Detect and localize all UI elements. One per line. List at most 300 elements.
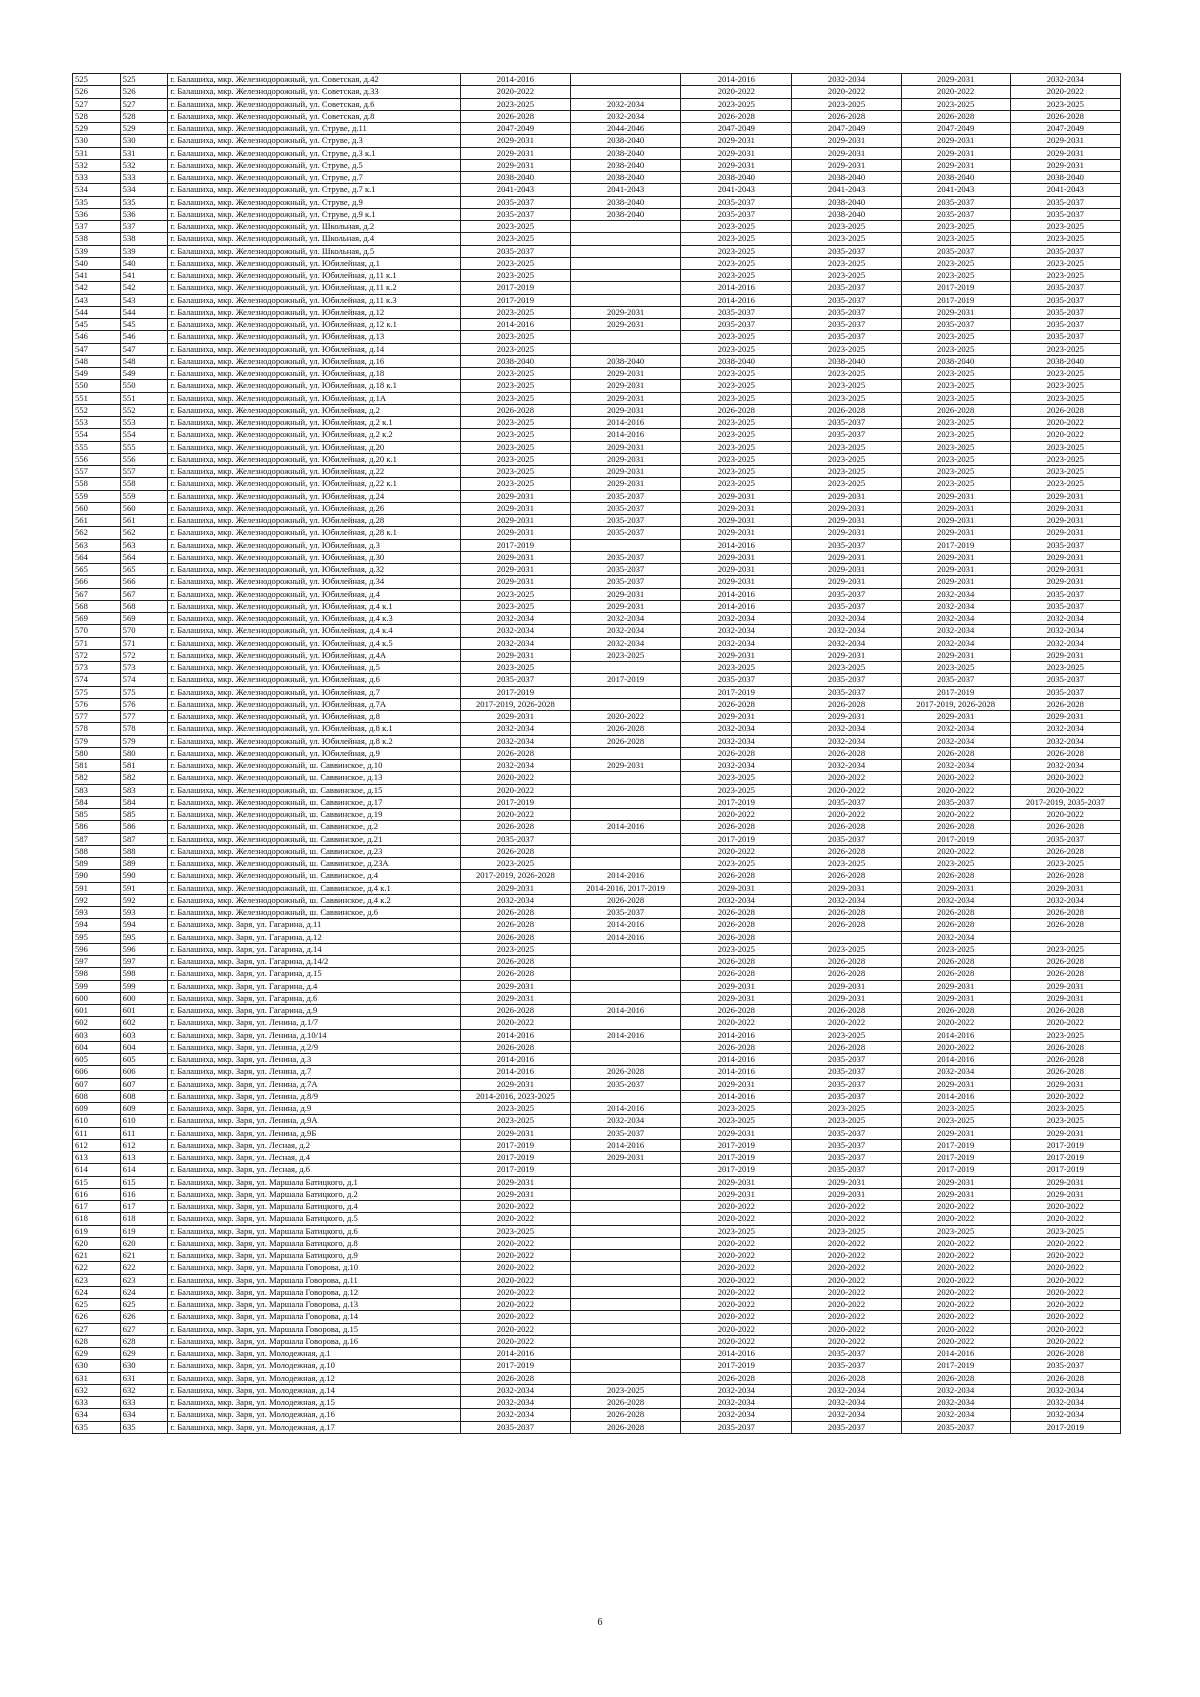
table-row <box>73 172 1121 184</box>
address-cell: г. Балашиха, мкр. Заря, ул. Молодежная, д.1 <box>168 1348 460 1360</box>
address-cell: г. Балашиха, мкр. Железнодорожный, ул. Юбилейная, д.8 к.2 <box>168 735 460 747</box>
period-col-1-cell: 2014-2016 <box>460 1348 570 1360</box>
period-col-4-cell: 2035-2037 <box>792 1054 901 1066</box>
address-id-cell: 604 <box>120 1041 168 1053</box>
period-col-2-cell <box>571 809 681 821</box>
address-id-cell: 569 <box>120 613 168 625</box>
period-col-5-cell: 2029-2031 <box>901 551 1010 563</box>
period-col-1-cell: 2029-2031 <box>460 1176 570 1188</box>
period-col-3-cell: 2023-2025 <box>681 1115 792 1127</box>
period-col-1-cell: 2023-2025 <box>460 453 570 465</box>
table-row <box>73 1397 1121 1409</box>
address-id-cell: 538 <box>120 233 168 245</box>
period-col-5-cell: 2026-2028 <box>901 821 1010 833</box>
period-col-2-cell <box>571 1360 681 1372</box>
period-col-6-cell: 2020-2022 <box>1010 1213 1120 1225</box>
address-id-cell: 573 <box>120 662 168 674</box>
table-row <box>73 490 1121 502</box>
period-col-4-cell: 2023-2025 <box>792 1103 901 1115</box>
table-row <box>73 1311 1121 1323</box>
row-number-cell: 615 <box>73 1176 121 1188</box>
address-id-cell: 574 <box>120 674 168 686</box>
period-col-3-cell: 2023-2025 <box>681 662 792 674</box>
period-col-1-cell: 2017-2019 <box>460 796 570 808</box>
period-col-5-cell: 2032-2034 <box>901 760 1010 772</box>
period-col-5-cell: 2032-2034 <box>901 613 1010 625</box>
row-number-cell: 546 <box>73 331 121 343</box>
row-number-cell: 588 <box>73 845 121 857</box>
period-col-3-cell: 2029-2031 <box>681 490 792 502</box>
period-col-3-cell: 2029-2031 <box>681 551 792 563</box>
row-number-cell: 554 <box>73 429 121 441</box>
table-row <box>73 453 1121 465</box>
period-col-5-cell: 2020-2022 <box>901 845 1010 857</box>
period-col-4-cell: 2026-2028 <box>792 968 901 980</box>
period-col-5-cell: 2029-2031 <box>901 502 1010 514</box>
period-col-3-cell: 2032-2034 <box>681 894 792 906</box>
row-number-cell: 563 <box>73 539 121 551</box>
period-col-3-cell: 2020-2022 <box>681 1213 792 1225</box>
period-col-3-cell: 2023-2025 <box>681 257 792 269</box>
period-col-6-cell: 2026-2028 <box>1010 821 1120 833</box>
period-col-1-cell: 2020-2022 <box>460 1262 570 1274</box>
period-col-1-cell: 2032-2034 <box>460 625 570 637</box>
period-col-2-cell: 2038-2040 <box>571 196 681 208</box>
address-id-cell: 540 <box>120 257 168 269</box>
address-cell: г. Балашиха, мкр. Железнодорожный, ул. Советская, д.42 <box>168 74 460 86</box>
period-col-1-cell: 2023-2025 <box>460 233 570 245</box>
address-id-cell: 615 <box>120 1176 168 1188</box>
period-col-2-cell <box>571 74 681 86</box>
period-col-5-cell: 2032-2034 <box>901 735 1010 747</box>
period-col-4-cell: 2020-2022 <box>792 1335 901 1347</box>
address-cell: г. Балашиха, мкр. Заря, ул. Лесная, д.2 <box>168 1139 460 1151</box>
period-col-5-cell: 2026-2028 <box>901 907 1010 919</box>
period-col-2-cell: 2035-2037 <box>571 907 681 919</box>
period-col-2-cell <box>571 1323 681 1335</box>
row-number-cell: 622 <box>73 1262 121 1274</box>
period-col-4-cell: 2029-2031 <box>792 515 901 527</box>
period-col-3-cell: 2029-2031 <box>681 649 792 661</box>
period-col-1-cell: 2023-2025 <box>460 1225 570 1237</box>
address-cell: г. Балашиха, мкр. Железнодорожный, ул. Юбилейная, д.1А <box>168 392 460 404</box>
period-col-4-cell: 2026-2028 <box>792 698 901 710</box>
table-row <box>73 270 1121 282</box>
address-id-cell: 529 <box>120 123 168 135</box>
address-id-cell: 619 <box>120 1225 168 1237</box>
period-col-4-cell: 2020-2022 <box>792 1311 901 1323</box>
table-row <box>73 1078 1121 1090</box>
period-col-6-cell: 2035-2037 <box>1010 833 1120 845</box>
address-id-cell: 602 <box>120 1017 168 1029</box>
period-col-2-cell <box>571 968 681 980</box>
period-col-4-cell: 2023-2025 <box>792 1225 901 1237</box>
period-col-4-cell: 2023-2025 <box>792 858 901 870</box>
period-col-2-cell: 2032-2034 <box>571 110 681 122</box>
period-col-1-cell: 2047-2049 <box>460 123 570 135</box>
address-cell: г. Балашиха, мкр. Заря, ул. Гагарина, д.9 <box>168 1005 460 1017</box>
address-cell: г. Балашиха, мкр. Железнодорожный, ул. Юбилейная, д.4 к.1 <box>168 600 460 612</box>
period-col-6-cell: 2020-2022 <box>1010 1262 1120 1274</box>
period-col-6-cell: 2020-2022 <box>1010 1017 1120 1029</box>
table-row <box>73 894 1121 906</box>
period-col-1-cell: 2023-2025 <box>460 343 570 355</box>
period-col-5-cell: 2047-2049 <box>901 123 1010 135</box>
period-col-3-cell: 2026-2028 <box>681 1372 792 1384</box>
period-col-5-cell: 2032-2034 <box>901 1397 1010 1409</box>
period-col-3-cell: 2017-2019 <box>681 796 792 808</box>
address-id-cell: 593 <box>120 907 168 919</box>
period-col-1-cell: 2029-2031 <box>460 992 570 1004</box>
table-row <box>73 196 1121 208</box>
period-col-6-cell: 2023-2025 <box>1010 662 1120 674</box>
period-col-2-cell: 2035-2037 <box>571 515 681 527</box>
period-col-2-cell <box>571 1213 681 1225</box>
address-id-cell: 530 <box>120 135 168 147</box>
period-col-2-cell <box>571 662 681 674</box>
period-col-6-cell: 2023-2025 <box>1010 343 1120 355</box>
period-col-4-cell: 2023-2025 <box>792 368 901 380</box>
address-id-cell: 558 <box>120 478 168 490</box>
table-row <box>73 1017 1121 1029</box>
period-col-6-cell: 2017-2019, 2035-2037 <box>1010 796 1120 808</box>
period-col-3-cell: 2029-2031 <box>681 1127 792 1139</box>
period-col-2-cell: 2026-2028 <box>571 735 681 747</box>
address-cell: г. Балашиха, мкр. Железнодорожный, ул. Советская, д.6 <box>168 98 460 110</box>
period-col-4-cell: 2035-2037 <box>792 245 901 257</box>
address-cell: г. Балашиха, мкр. Железнодорожный, ш. Саввинское, д.4 <box>168 870 460 882</box>
period-col-2-cell: 2038-2040 <box>571 355 681 367</box>
period-col-4-cell: 2029-2031 <box>792 980 901 992</box>
address-id-cell: 633 <box>120 1397 168 1409</box>
period-col-1-cell: 2023-2025 <box>460 331 570 343</box>
period-col-4-cell <box>792 931 901 943</box>
period-col-2-cell: 2029-2031 <box>571 478 681 490</box>
period-col-6-cell: 2017-2019 <box>1010 1152 1120 1164</box>
period-col-6-cell: 2020-2022 <box>1010 1311 1120 1323</box>
row-number-cell: 592 <box>73 894 121 906</box>
period-col-3-cell: 2020-2022 <box>681 1201 792 1213</box>
row-number-cell: 537 <box>73 221 121 233</box>
period-col-3-cell: 2029-2031 <box>681 159 792 171</box>
address-id-cell: 612 <box>120 1139 168 1151</box>
table-row <box>73 478 1121 490</box>
period-col-1-cell: 2032-2034 <box>460 723 570 735</box>
row-number-cell: 587 <box>73 833 121 845</box>
period-col-4-cell: 2035-2037 <box>792 1360 901 1372</box>
period-col-5-cell: 2029-2031 <box>901 135 1010 147</box>
period-col-6-cell: 2035-2037 <box>1010 196 1120 208</box>
period-col-4-cell: 2029-2031 <box>792 992 901 1004</box>
period-col-5-cell: 2014-2016 <box>901 1348 1010 1360</box>
address-cell: г. Балашиха, мкр. Заря, ул. Ленина, д.3 <box>168 1054 460 1066</box>
period-col-1-cell: 2026-2028 <box>460 821 570 833</box>
period-col-1-cell: 2017-2019 <box>460 282 570 294</box>
row-number-cell: 532 <box>73 159 121 171</box>
period-col-5-cell: 2029-2031 <box>901 1078 1010 1090</box>
period-col-1-cell: 2035-2037 <box>460 208 570 220</box>
address-id-cell: 631 <box>120 1372 168 1384</box>
period-col-2-cell: 2029-2031 <box>571 760 681 772</box>
address-cell: г. Балашиха, мкр. Заря, ул. Молодежная, д.10 <box>168 1360 460 1372</box>
period-col-1-cell: 2023-2025 <box>460 943 570 955</box>
period-col-4-cell: 2020-2022 <box>792 1250 901 1262</box>
address-id-cell: 556 <box>120 453 168 465</box>
table-row <box>73 392 1121 404</box>
row-number-cell: 568 <box>73 600 121 612</box>
address-cell: г. Балашиха, мкр. Заря, ул. Гагарина, д.14/2 <box>168 956 460 968</box>
period-col-1-cell: 2035-2037 <box>460 833 570 845</box>
period-col-2-cell: 2032-2034 <box>571 1115 681 1127</box>
schedule-table <box>72 73 1121 1434</box>
table-row <box>73 882 1121 894</box>
table-row <box>73 245 1121 257</box>
period-col-1-cell: 2020-2022 <box>460 1250 570 1262</box>
table-row <box>73 208 1121 220</box>
table-row <box>73 1237 1121 1249</box>
address-cell: г. Балашиха, мкр. Заря, ул. Ленина, д.7 <box>168 1066 460 1078</box>
period-col-3-cell: 2023-2025 <box>681 417 792 429</box>
address-cell: г. Балашиха, мкр. Железнодорожный, ул. Юбилейная, д.11 к.1 <box>168 270 460 282</box>
period-col-1-cell: 2023-2025 <box>460 1115 570 1127</box>
address-id-cell: 526 <box>120 86 168 98</box>
period-col-5-cell: 2020-2022 <box>901 86 1010 98</box>
table-row <box>73 1299 1121 1311</box>
address-cell: г. Балашиха, мкр. Заря, ул. Маршала Говорова, д.14 <box>168 1311 460 1323</box>
address-cell: г. Балашиха, мкр. Железнодорожный, ул. Юбилейная, д.7 <box>168 686 460 698</box>
period-col-6-cell: 2038-2040 <box>1010 355 1120 367</box>
row-number-cell: 586 <box>73 821 121 833</box>
table-row <box>73 564 1121 576</box>
period-col-3-cell: 2047-2049 <box>681 123 792 135</box>
row-number-cell: 551 <box>73 392 121 404</box>
period-col-3-cell: 2029-2031 <box>681 576 792 588</box>
period-col-1-cell: 2014-2016 <box>460 1054 570 1066</box>
address-cell: г. Балашиха, мкр. Железнодорожный, ш. Саввинское, д.10 <box>168 760 460 772</box>
period-col-2-cell: 2038-2040 <box>571 159 681 171</box>
table-row <box>73 723 1121 735</box>
period-col-1-cell: 2017-2019 <box>460 1164 570 1176</box>
table-row <box>73 1139 1121 1151</box>
address-id-cell: 566 <box>120 576 168 588</box>
period-col-5-cell: 2020-2022 <box>901 1286 1010 1298</box>
period-col-1-cell: 2026-2028 <box>460 845 570 857</box>
period-col-6-cell: 2029-2031 <box>1010 515 1120 527</box>
address-id-cell: 550 <box>120 380 168 392</box>
address-id-cell: 617 <box>120 1201 168 1213</box>
row-number-cell: 608 <box>73 1090 121 1102</box>
address-cell: г. Балашиха, мкр. Железнодорожный, ул. Юбилейная, д.4 к.3 <box>168 613 460 625</box>
period-col-4-cell: 2026-2028 <box>792 1041 901 1053</box>
period-col-3-cell: 2023-2025 <box>681 221 792 233</box>
period-col-3-cell: 2023-2025 <box>681 368 792 380</box>
table-row <box>73 796 1121 808</box>
row-number-cell: 625 <box>73 1299 121 1311</box>
period-col-3-cell: 2029-2031 <box>681 564 792 576</box>
address-cell: г. Балашиха, мкр. Заря, ул. Молодежная, д.16 <box>168 1409 460 1421</box>
period-col-1-cell: 2020-2022 <box>460 772 570 784</box>
period-col-3-cell: 2032-2034 <box>681 723 792 735</box>
period-col-1-cell: 2023-2025 <box>460 368 570 380</box>
period-col-6-cell: 2035-2037 <box>1010 588 1120 600</box>
table-row <box>73 686 1121 698</box>
address-cell: г. Балашиха, мкр. Железнодорожный, ул. Юбилейная, д.4 к.5 <box>168 637 460 649</box>
period-col-6-cell: 2023-2025 <box>1010 233 1120 245</box>
address-cell: г. Балашиха, мкр. Железнодорожный, ул. Юбилейная, д.4 к.4 <box>168 625 460 637</box>
period-col-4-cell: 2032-2034 <box>792 723 901 735</box>
period-col-3-cell: 2023-2025 <box>681 784 792 796</box>
address-id-cell: 537 <box>120 221 168 233</box>
period-col-5-cell: 2032-2034 <box>901 625 1010 637</box>
address-cell: г. Балашиха, мкр. Железнодорожный, ул. Юбилейная, д.32 <box>168 564 460 576</box>
address-cell: г. Балашиха, мкр. Железнодорожный, ул. Юбилейная, д.28 к.1 <box>168 527 460 539</box>
period-col-1-cell: 2029-2031 <box>460 711 570 723</box>
address-cell: г. Балашиха, мкр. Заря, ул. Гагарина, д.4 <box>168 980 460 992</box>
address-id-cell: 563 <box>120 539 168 551</box>
table-row <box>73 1250 1121 1262</box>
period-col-5-cell: 2017-2019 <box>901 294 1010 306</box>
period-col-6-cell: 2023-2025 <box>1010 380 1120 392</box>
row-number-cell: 595 <box>73 931 121 943</box>
period-col-4-cell: 2032-2034 <box>792 760 901 772</box>
period-col-5-cell: 2017-2019 <box>901 833 1010 845</box>
period-col-2-cell: 2014-2016 <box>571 1103 681 1115</box>
address-cell: г. Балашиха, мкр. Железнодорожный, ул. Юбилейная, д.34 <box>168 576 460 588</box>
period-col-1-cell: 2020-2022 <box>460 1017 570 1029</box>
period-col-6-cell: 2026-2028 <box>1010 919 1120 931</box>
row-number-cell: 618 <box>73 1213 121 1225</box>
row-number-cell: 544 <box>73 306 121 318</box>
address-cell: г. Балашиха, мкр. Заря, ул. Ленина, д.1/7 <box>168 1017 460 1029</box>
row-number-cell: 569 <box>73 613 121 625</box>
table-row <box>73 331 1121 343</box>
address-id-cell: 630 <box>120 1360 168 1372</box>
period-col-3-cell: 2032-2034 <box>681 1409 792 1421</box>
table-row <box>73 858 1121 870</box>
address-id-cell: 536 <box>120 208 168 220</box>
period-col-5-cell: 2035-2037 <box>901 796 1010 808</box>
period-col-5-cell: 2029-2031 <box>901 1188 1010 1200</box>
row-number-cell: 561 <box>73 515 121 527</box>
row-number-cell: 542 <box>73 282 121 294</box>
period-col-1-cell: 2023-2025 <box>460 270 570 282</box>
row-number-cell: 564 <box>73 551 121 563</box>
period-col-6-cell: 2026-2028 <box>1010 698 1120 710</box>
period-col-6-cell: 2020-2022 <box>1010 1286 1120 1298</box>
period-col-3-cell: 2029-2031 <box>681 1176 792 1188</box>
table-row <box>73 735 1121 747</box>
table-row <box>73 992 1121 1004</box>
period-col-6-cell: 2020-2022 <box>1010 1250 1120 1262</box>
period-col-3-cell: 2023-2025 <box>681 453 792 465</box>
period-col-1-cell: 2032-2034 <box>460 894 570 906</box>
period-col-6-cell: 2026-2028 <box>1010 870 1120 882</box>
address-cell: г. Балашиха, мкр. Железнодорожный, ул. Юбилейная, д.14 <box>168 343 460 355</box>
period-col-5-cell: 2023-2025 <box>901 270 1010 282</box>
period-col-4-cell: 2020-2022 <box>792 86 901 98</box>
address-id-cell: 583 <box>120 784 168 796</box>
period-col-5-cell: 2032-2034 <box>901 637 1010 649</box>
period-col-4-cell: 2020-2022 <box>792 1262 901 1274</box>
address-cell: г. Балашиха, мкр. Железнодорожный, ул. Юбилейная, д.3 <box>168 539 460 551</box>
address-id-cell: 596 <box>120 943 168 955</box>
address-cell: г. Балашиха, мкр. Железнодорожный, ш. Саввинское, д.4 к.2 <box>168 894 460 906</box>
period-col-3-cell: 2023-2025 <box>681 98 792 110</box>
row-number-cell: 570 <box>73 625 121 637</box>
period-col-2-cell <box>571 233 681 245</box>
address-id-cell: 579 <box>120 735 168 747</box>
address-cell: г. Балашиха, мкр. Заря, ул. Гагарина, д.12 <box>168 931 460 943</box>
table-row <box>73 502 1121 514</box>
row-number-cell: 631 <box>73 1372 121 1384</box>
row-number-cell: 538 <box>73 233 121 245</box>
period-col-6-cell: 2023-2025 <box>1010 1103 1120 1115</box>
period-col-5-cell: 2020-2022 <box>901 1250 1010 1262</box>
table-row <box>73 1372 1121 1384</box>
period-col-5-cell: 2023-2025 <box>901 441 1010 453</box>
address-cell: г. Балашиха, мкр. Железнодорожный, ул. Юбилейная, д.5 <box>168 662 460 674</box>
period-col-1-cell: 2017-2019 <box>460 686 570 698</box>
address-cell: г. Балашиха, мкр. Заря, ул. Маршала Говорова, д.13 <box>168 1299 460 1311</box>
period-col-2-cell: 2029-2031 <box>571 404 681 416</box>
period-col-5-cell: 2023-2025 <box>901 662 1010 674</box>
period-col-6-cell: 2026-2028 <box>1010 747 1120 759</box>
period-col-5-cell: 2023-2025 <box>901 221 1010 233</box>
period-col-3-cell: 2035-2037 <box>681 1421 792 1433</box>
period-col-3-cell: 2023-2025 <box>681 331 792 343</box>
address-cell: г. Балашиха, мкр. Железнодорожный, ул. Юбилейная, д.2 к.1 <box>168 417 460 429</box>
period-col-3-cell: 2026-2028 <box>681 968 792 980</box>
period-col-5-cell: 2035-2037 <box>901 245 1010 257</box>
period-col-2-cell <box>571 1335 681 1347</box>
period-col-1-cell: 2026-2028 <box>460 1041 570 1053</box>
period-col-2-cell <box>571 698 681 710</box>
period-col-3-cell: 2026-2028 <box>681 1041 792 1053</box>
period-col-6-cell: 2029-2031 <box>1010 711 1120 723</box>
period-col-1-cell: 2020-2022 <box>460 1201 570 1213</box>
table-row <box>73 1090 1121 1102</box>
period-col-6-cell: 2023-2025 <box>1010 1029 1120 1041</box>
period-col-6-cell: 2017-2019 <box>1010 1421 1120 1433</box>
period-col-5-cell: 2029-2031 <box>901 74 1010 86</box>
address-id-cell: 608 <box>120 1090 168 1102</box>
period-col-4-cell: 2020-2022 <box>792 1323 901 1335</box>
period-col-5-cell: 2020-2022 <box>901 1201 1010 1213</box>
period-col-1-cell: 2029-2031 <box>460 882 570 894</box>
period-col-2-cell: 2029-2031 <box>571 466 681 478</box>
period-col-6-cell: 2023-2025 <box>1010 257 1120 269</box>
period-col-3-cell: 2026-2028 <box>681 870 792 882</box>
row-number-cell: 583 <box>73 784 121 796</box>
address-id-cell: 560 <box>120 502 168 514</box>
period-col-1-cell: 2014-2016 <box>460 319 570 331</box>
row-number-cell: 577 <box>73 711 121 723</box>
table-row <box>73 907 1121 919</box>
period-col-2-cell: 2038-2040 <box>571 208 681 220</box>
row-number-cell: 629 <box>73 1348 121 1360</box>
period-col-1-cell: 2023-2025 <box>460 588 570 600</box>
period-col-6-cell: 2026-2028 <box>1010 1005 1120 1017</box>
period-col-1-cell: 2026-2028 <box>460 404 570 416</box>
period-col-2-cell: 2026-2028 <box>571 1409 681 1421</box>
period-col-4-cell: 2020-2022 <box>792 1201 901 1213</box>
period-col-1-cell: 2023-2025 <box>460 392 570 404</box>
address-id-cell: 598 <box>120 968 168 980</box>
address-id-cell: 625 <box>120 1299 168 1311</box>
table-row <box>73 282 1121 294</box>
address-cell: г. Балашиха, мкр. Железнодорожный, ул. Юбилейная, д.30 <box>168 551 460 563</box>
period-col-6-cell: 2026-2028 <box>1010 968 1120 980</box>
